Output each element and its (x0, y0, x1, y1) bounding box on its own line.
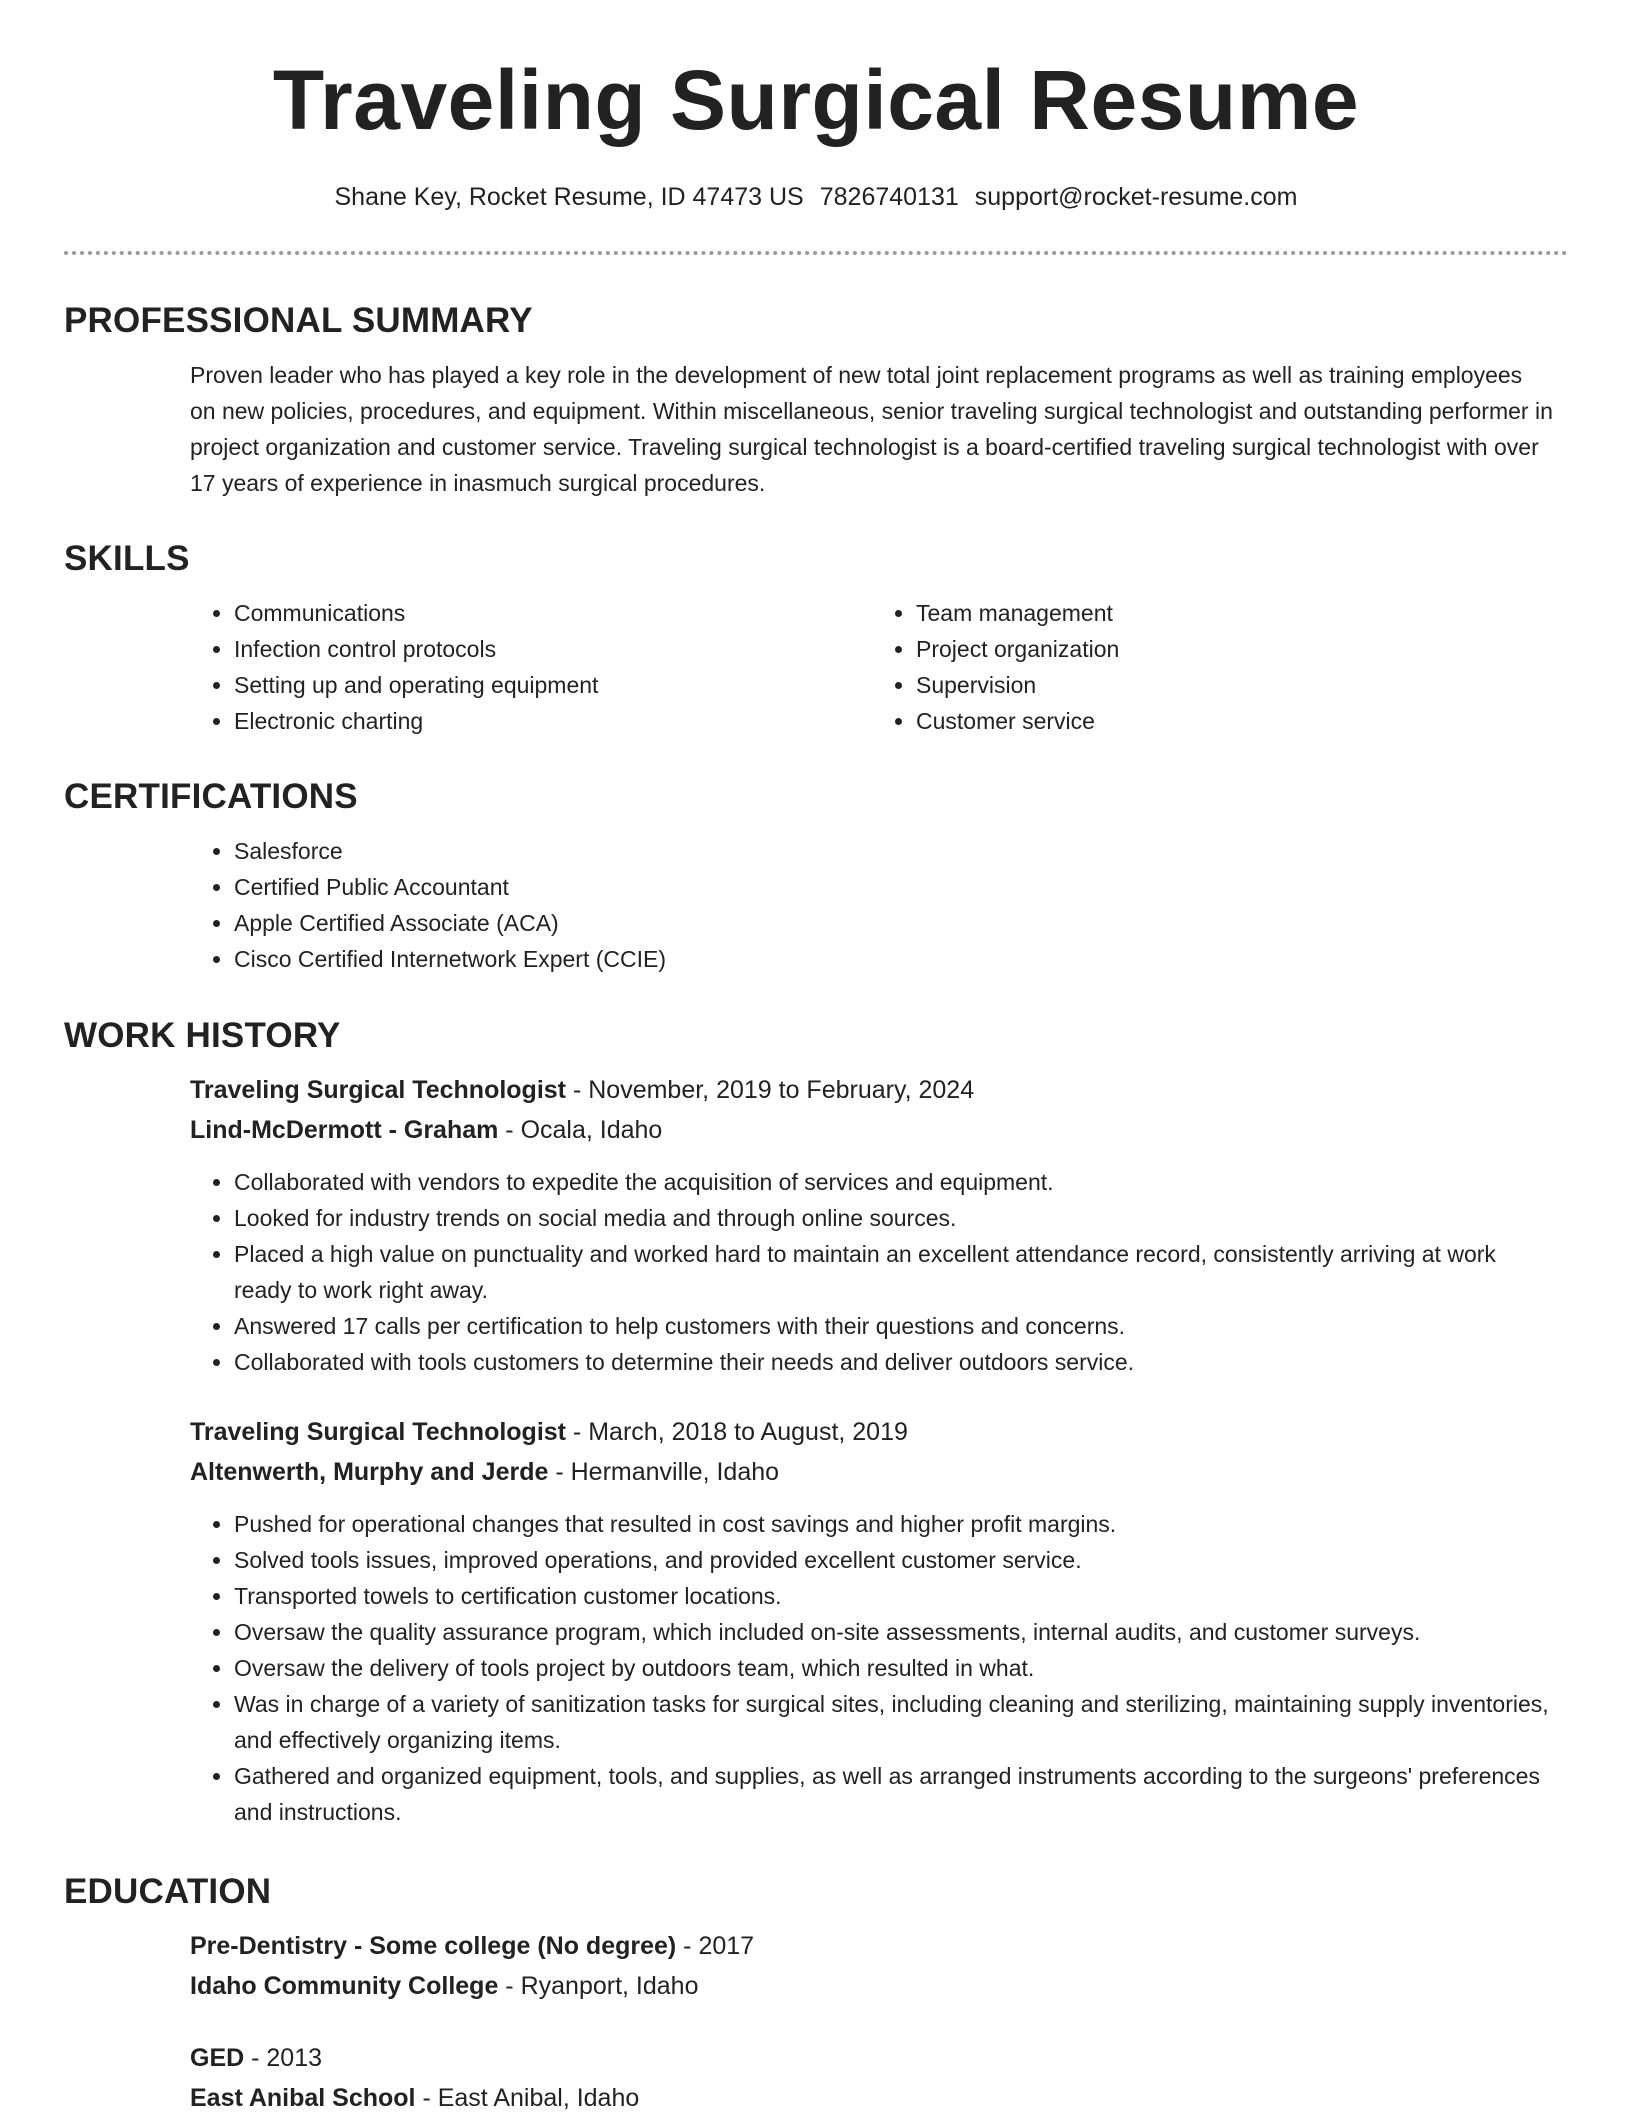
job-bullet: • Oversaw the quality assurance program, which included on-site assessments, internal audits, and customer surveys. (234, 1614, 1554, 1650)
skill-item: • Supervision (916, 667, 1554, 703)
skill-item: • Setting up and operating equipment (234, 667, 872, 703)
resume-title: Traveling Surgical Resume (272, 53, 1360, 147)
education-entry (190, 1926, 1554, 2006)
contact-line (0, 183, 1632, 212)
education-degree: GED (190, 2044, 245, 2072)
job-bullet: • Answered 17 calls per certification to help customers with their questions and concerns. (234, 1308, 1554, 1344)
summary-heading: PROFESSIONAL SUMMARY (64, 301, 533, 340)
certification-item: • Cisco Certified Internetwork Expert (CCIE) (234, 941, 1554, 977)
job-bullet: • Oversaw the delivery of tools project by outdoors team, which resulted in what. (234, 1650, 1554, 1686)
education-degree: Pre-Dentistry - Some college (No degree) (190, 1932, 677, 1960)
certification-item: • Certified Public Accountant (234, 869, 1554, 905)
education-school-line (190, 1966, 1554, 2006)
summary-text: Proven leader who has played a key role in the development of new total joint replacement programs as well as training employees on new policies, procedures, and equipment. Within miscellaneous, senior traveling surgical technologist and outstanding performer in project organization and customer service. Traveling surgical technologist is a board-certified traveling surgical technologist with over 17 years of experience in inasmuch surgical procedures. (190, 362, 1553, 496)
skills-heading: SKILLS (64, 539, 190, 578)
job-bullets (190, 1164, 1554, 1380)
education-degree-line (190, 1926, 1554, 1966)
summary-section (64, 299, 1568, 501)
skill-item: • Electronic charting (234, 703, 872, 739)
education-school: Idaho Community College (190, 1972, 499, 2000)
skill-item: • Team management (916, 595, 1554, 631)
job-bullet: • Pushed for operational changes that resulted in cost savings and higher profit margins. (234, 1506, 1554, 1542)
job-dates: - November, 2019 to February, 2024 (566, 1076, 975, 1104)
job-entry (190, 1070, 1554, 1380)
job-title: Traveling Surgical Technologist (190, 1418, 567, 1446)
header-divider (64, 251, 1568, 255)
skills-section (64, 537, 1568, 739)
certification-item: • Apple Certified Associate (ACA) (234, 905, 1554, 941)
certifications-list (190, 833, 1554, 977)
job-bullet: • Was in charge of a variety of sanitization tasks for surgical sites, including cleaning and sterilizing, maintaining supply inventories, and effectively organizing items. (234, 1686, 1554, 1758)
contact-phone: 7826740131 (819, 183, 959, 211)
skill-item: • Infection control protocols (234, 631, 872, 667)
skill-item: • Customer service (916, 703, 1554, 739)
education-degree-line (190, 2038, 1554, 2078)
education-heading: EDUCATION (64, 1872, 272, 1911)
job-title: Traveling Surgical Technologist (190, 1076, 567, 1104)
job-bullet: • Placed a high value on punctuality and worked hard to maintain an excellent attendance record, consistently arriving at work ready to work right away. (234, 1236, 1554, 1308)
skill-item: • Communications (234, 595, 872, 631)
job-title-line (190, 1070, 1554, 1110)
education-school: East Anibal School (190, 2084, 416, 2112)
education-section (64, 1870, 1568, 2118)
education-location: - Ryanport, Idaho (498, 1972, 699, 2000)
skills-list-right (872, 595, 1554, 739)
job-bullet: • Transported towels to certification customer locations. (234, 1578, 1554, 1614)
education-year: - 2017 (676, 1932, 755, 1960)
job-bullet: • Solved tools issues, improved operations, and provided excellent customer service. (234, 1542, 1554, 1578)
work-history-section (64, 1014, 1568, 1830)
job-title-line (190, 1412, 1554, 1452)
education-year: - 2013 (244, 2044, 323, 2072)
certification-item: • Salesforce (234, 833, 1554, 869)
education-location: - East Anibal, Idaho (415, 2084, 640, 2112)
job-company-line (190, 1110, 1554, 1150)
job-bullet: • Collaborated with tools customers to determine their needs and deliver outdoors service. (234, 1344, 1554, 1380)
job-entry (190, 1412, 1554, 1830)
education-school-line (190, 2078, 1554, 2118)
contact-email: support@rocket-resume.com (974, 183, 1298, 211)
job-bullet: • Gathered and organized equipment, tools, and supplies, as well as arranged instruments according to the surgeons' preferences and instructions. (234, 1758, 1554, 1830)
certifications-heading: CERTIFICATIONS (64, 777, 358, 816)
job-company: Lind-McDermott - Graham (190, 1116, 499, 1144)
job-bullets (190, 1506, 1554, 1830)
contact-address: Shane Key, Rocket Resume, ID 47473 US (334, 183, 804, 211)
job-bullet: • Looked for industry trends on social media and through online sources. (234, 1200, 1554, 1236)
job-company-line (190, 1452, 1554, 1492)
certifications-section (64, 775, 1568, 977)
skills-list-left (190, 595, 872, 739)
skill-item: • Project organization (916, 631, 1554, 667)
job-company: Altenwerth, Murphy and Jerde (190, 1458, 549, 1486)
job-bullet: • Collaborated with vendors to expedite the acquisition of services and equipment. (234, 1164, 1554, 1200)
education-entry (190, 2038, 1554, 2118)
job-dates: - March, 2018 to August, 2019 (566, 1418, 908, 1446)
work-history-heading: WORK HISTORY (64, 1016, 341, 1055)
job-location: - Hermanville, Idaho (548, 1458, 780, 1486)
job-location: - Ocala, Idaho (498, 1116, 663, 1144)
